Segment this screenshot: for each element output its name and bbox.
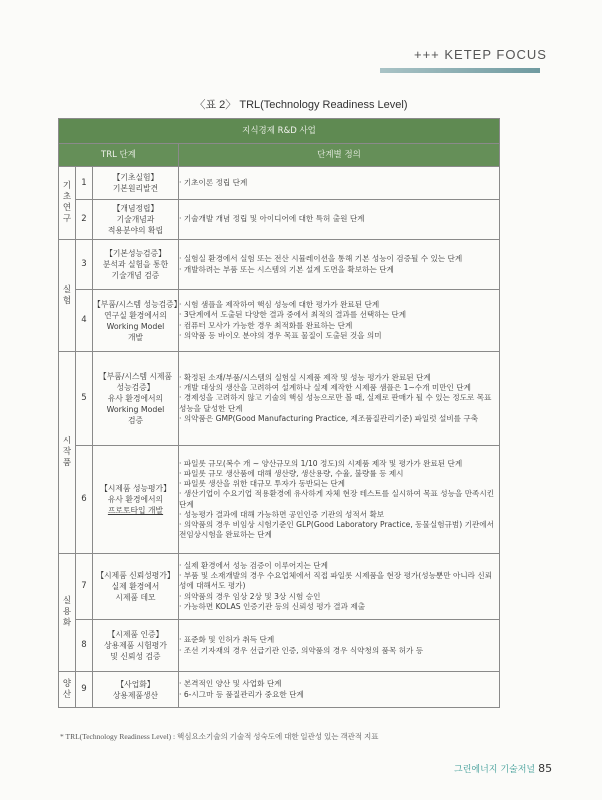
definition-item: · 의약품의 경우 비임상 시험기준인 GLP(Good Laboratory Practice, 동물실험규범) 기관에서 전임상시험을 완료하는 단계 (179, 519, 494, 540)
table-caption: 〈표 2〉 TRL(Technology Readiness Level) (194, 99, 408, 111)
stage-name-line: 분석과 실험을 통한 (102, 260, 169, 269)
definition-item: · 6-시그마 등 품질관리가 중요한 단계 (179, 689, 304, 699)
stage-name-line: 성능검증】 (116, 383, 155, 392)
table-row (59, 620, 500, 672)
table-row (59, 167, 500, 200)
table-row (59, 352, 500, 446)
stage-name (93, 290, 182, 352)
stage-name-line: 상용제품 시험평가 (104, 641, 167, 650)
trl-level: 4 (76, 290, 93, 352)
stage-definition (179, 352, 500, 446)
stage-definition (179, 167, 500, 200)
definition-item: · 파일롯 생산을 위한 대규모 투자가 동반되는 단계 (179, 479, 346, 489)
stage-name-line: 유사 환경에서의 (107, 394, 164, 403)
category-cell (59, 672, 76, 708)
category-char: 실 (62, 284, 72, 295)
stage-name-line: 【부품/시스템 성능검증】 (93, 299, 182, 309)
definition-item: · 의약품 등 바이오 분야의 경우 목표 물질이 도출된 것을 의미 (179, 330, 382, 340)
definition-item: · 표준화 및 인허가 취득 단계 (179, 635, 275, 645)
definition-item: · 경제성을 고려하지 않고 기술의 핵심 성능으로만 볼 때, 실제로 판매가 될 수 있는 정도로 목표 성능을 달성한 단계 (179, 393, 492, 413)
category-char: 산 (62, 689, 72, 700)
stage-name-line: Working Model (106, 405, 165, 414)
stage-name-line: 프로토타입 개발 (107, 506, 164, 515)
trl-table (58, 118, 500, 708)
definition-item: · 컴퓨터 모사가 가능한 경우 최적화를 완료하는 단계 (179, 320, 353, 330)
stage-name (93, 446, 179, 554)
stage-name-line: 상용제품생산 (112, 690, 159, 700)
definition-item: · 부품 및 소재개발의 경우 수요업체에서 직접 파일롯 시제품을 현장 평가(성능뿐만 아니라 신뢰성에 대해서도 평가) (179, 571, 493, 591)
definition-item: · 가능하면 KOLAS 인증기관 등의 신뢰성 평가 결과 제출 (179, 601, 366, 611)
category-char: 양 (62, 678, 72, 689)
col-header-definition: 단계별 정의 (179, 144, 500, 167)
definition-item: · 본격적인 양산 및 사업화 단계 (179, 679, 282, 689)
trl-level: 7 (76, 554, 93, 620)
category-cell (59, 554, 76, 672)
category-char: 험 (62, 295, 72, 306)
definition-item: · 확정된 소재/부품/시스템의 실험실 시제품 제작 및 성능 평가가 완료된 단계 (179, 372, 431, 382)
table-row (59, 240, 500, 290)
table-row (59, 446, 500, 554)
stage-name (93, 672, 179, 708)
stage-name-line: 【시제품 인증】 (107, 630, 164, 639)
stage-name-line: 적용분야의 확립 (107, 226, 164, 235)
stage-definition (179, 620, 500, 672)
stage-name-line: 【기본성능검증】 (105, 249, 166, 258)
stage-name-line: 기술개념 검증 (111, 271, 160, 280)
definition-item: · 기초이론 정립 단계 (179, 177, 248, 187)
table-row (59, 200, 500, 240)
stage-name-line: 【기초실험】 (112, 173, 159, 182)
category-char: 화 (62, 618, 72, 628)
table-body (59, 167, 500, 708)
stage-name-line: 유사 환경에서의 (107, 495, 164, 504)
category-char: 연 (62, 203, 72, 213)
category-char: 기 (62, 181, 72, 191)
journal-name: 그린에너지 기술저널 (454, 765, 536, 775)
category-char: 구 (62, 214, 72, 224)
trl-level: 8 (76, 620, 93, 672)
category-cell (59, 352, 76, 554)
definition-item: · 기술개발 개념 정립 및 아이디어에 대한 특허 출원 단계 (179, 214, 365, 224)
stage-name-line: 연구실 환경에서의 (104, 310, 167, 320)
stage-name-line: 시제품 데모 (115, 593, 156, 602)
stage-name-line: 【시제품 성능평가】 (100, 484, 171, 493)
trl-level: 5 (76, 352, 93, 446)
stage-name (93, 554, 179, 620)
stage-name (93, 200, 179, 240)
definition-item: · 3단계에서 도출된 다양한 결과 중에서 최적의 결과를 선택하는 단계 (179, 310, 407, 320)
definition-item: · 시험 샘플을 제작하여 핵심 성능에 대한 평가가 완료된 단계 (179, 300, 380, 310)
stage-definition (179, 290, 500, 352)
stage-name-line: 개발 (127, 332, 144, 342)
definition-item: · 파일롯 규모(복수 개 ~ 양산규모의 1/10 정도)의 시제품 제작 및 평가가 완료된 단계 (179, 458, 463, 468)
stage-name (93, 352, 179, 446)
definition-item: · 개발하려는 부품 또는 시스템의 기본 설계 도면을 확보하는 단계 (179, 264, 394, 274)
definition-item: · 생산기업이 수요기업 적용환경에 유사하게 자체 현장 테스트를 실시하여 목표 성능을 만족시킨 단계 (179, 489, 495, 509)
stage-name (93, 620, 179, 672)
stage-name-line: 【시제품 신뢰성평가】 (96, 571, 175, 580)
stage-name-line: 검증 (127, 416, 144, 425)
stage-name-line: 및 신뢰성 검증 (110, 652, 161, 661)
table-row (59, 672, 500, 708)
definition-item: · 실험실 환경에서 실험 또는 전산 시뮬레이션을 통해 기본 성능이 검증될 수 있는 단계 (179, 254, 463, 264)
category-cell (59, 167, 76, 240)
category-char: 작 (62, 447, 72, 457)
definition-item: · 개발 대상의 생산을 고려하여 설계하나 실제 제작한 시제품 샘플은 1~수개 미만인 단계 (179, 383, 471, 393)
page-number: 85 (538, 762, 553, 775)
stage-name-line: 【부품/시스템 시제품 (98, 372, 173, 381)
definition-item: · 파일롯 규모 생산품에 대해 생산량, 생산용량, 수율, 불량률 등 제시 (179, 468, 404, 478)
brand-bar (380, 68, 540, 73)
trl-level: 6 (76, 446, 93, 554)
table-row (59, 554, 500, 620)
stage-definition (179, 554, 500, 620)
definition-item: · 실제 환경에서 성능 검증이 이루어지는 단계 (179, 560, 328, 570)
category-char: 용 (62, 607, 72, 617)
stage-definition (179, 672, 500, 708)
stage-name-line: 【개념정립】 (112, 204, 159, 213)
stage-name-line: 기술개념과 (116, 215, 155, 224)
trl-level: 1 (76, 167, 93, 200)
trl-level: 2 (76, 200, 93, 240)
stage-name-line: 기본원리발견 (112, 184, 159, 193)
stage-definition (179, 240, 500, 290)
page-footer (454, 762, 552, 775)
stage-definition (179, 446, 500, 554)
trl-level: 9 (76, 672, 93, 708)
stage-name-line: 실제 환경에서 (111, 582, 160, 591)
col-header-trl-stage: TRL 단계 (59, 144, 179, 167)
stage-definition (179, 200, 500, 240)
table-row (59, 290, 500, 352)
category-char: 품 (62, 458, 72, 468)
trl-level: 3 (76, 240, 93, 290)
stage-name (93, 240, 179, 290)
category-char: 시 (62, 436, 72, 446)
stage-name-line: 【사업화】 (116, 679, 155, 689)
footnote: * TRL(Technology Readiness Level) : 핵심요소기술의 기술적 성숙도에 대한 일관성 있는 객관적 지표 (60, 732, 379, 741)
category-char: 초 (62, 192, 72, 202)
definition-item: · 의약품은 GMP(Good Manufacturing Practice, 제조품질관리기준) 파일럿 설비를 구축 (179, 413, 479, 423)
category-char: 실 (62, 596, 72, 606)
definition-item: · 성능평가 결과에 대해 가능하면 공인인증 기관의 성적서 확보 (179, 509, 385, 519)
definition-item: · 조선 기자재의 경우 선급기관 인증, 의약품의 경우 식약청의 품목 허가 등 (179, 645, 424, 655)
stage-name-line: Working Model (106, 321, 165, 331)
group-header: 지식경제 R&D 사업 (59, 119, 500, 144)
category-cell (59, 240, 76, 352)
brand-header: +++ KETEP FOCUS (414, 47, 547, 62)
definition-item: · 의약품의 경우 임상 2상 및 3상 시험 승인 (179, 591, 321, 601)
stage-name (93, 167, 179, 200)
